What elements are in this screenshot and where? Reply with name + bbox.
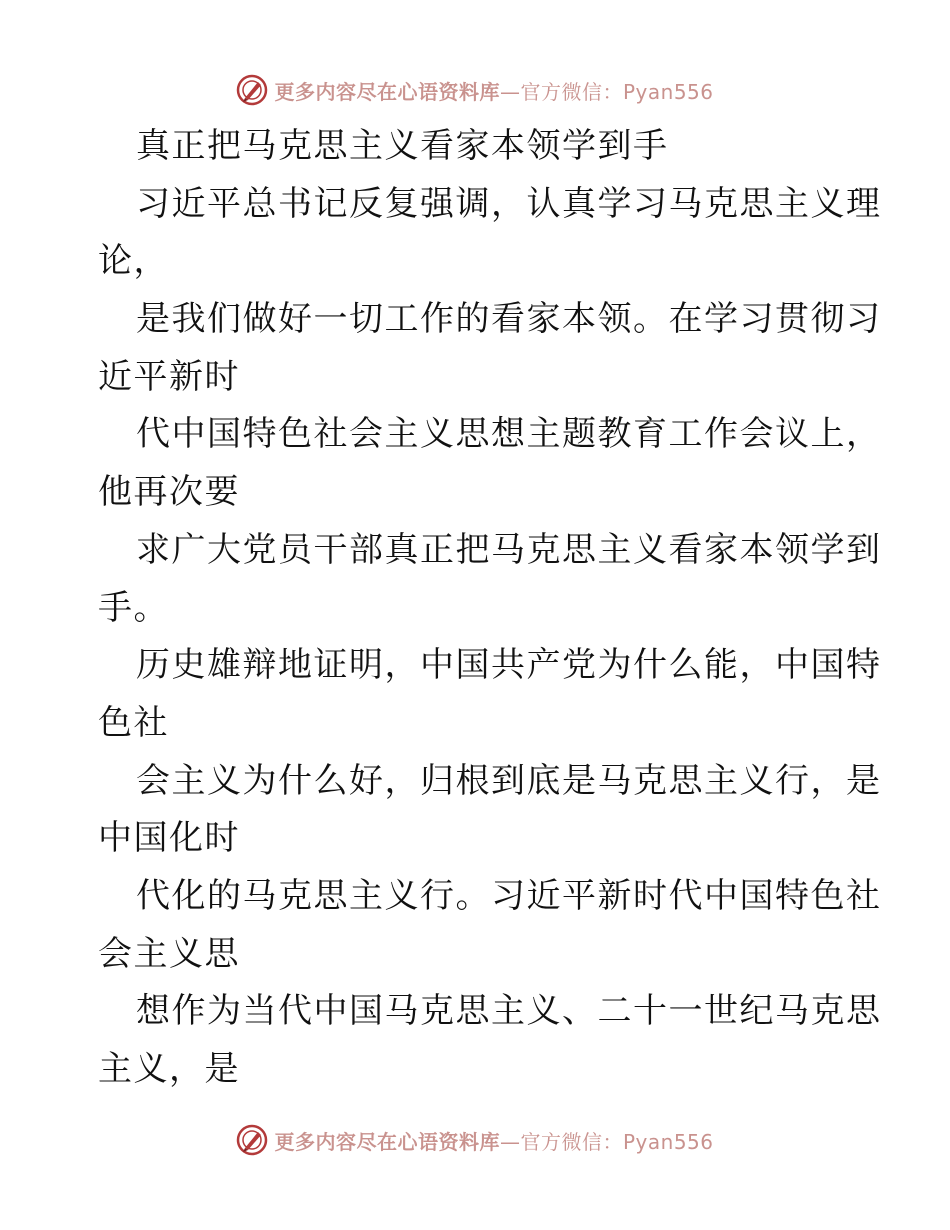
text-line: 代中国特色社会主义思想主题教育工作会议上， (136, 414, 882, 455)
watermark-text (274, 1126, 713, 1155)
text-line: 中国化时 (98, 818, 240, 859)
text-line: 主义，是 (98, 1049, 240, 1089)
pen-logo-icon (236, 74, 268, 106)
text-line: 他再次要 (98, 472, 240, 513)
text-line: 真正把马克思主义看家本领学到手 (136, 126, 669, 166)
text-line: 色社 (98, 702, 169, 743)
footer-watermark (0, 1120, 950, 1160)
text-line: 是我们做好一切工作的看家本领。在学习贯彻习 (136, 299, 882, 340)
text-line: 习近平总书记反复强调，认真学习马克思主义理 (136, 183, 882, 224)
document-body (98, 118, 882, 1099)
watermark-dash: — (499, 79, 521, 104)
watermark-brand: 更多内容尽在心语资料库 (274, 1129, 500, 1154)
text-line: 求广大党员干部真正把马克思主义看家本领学到 (136, 529, 882, 570)
watermark-wechat-label: 官方微信： (520, 79, 623, 104)
watermark-brand: 更多内容尽在心语资料库 (274, 79, 500, 104)
text-line: 历史雄辩地证明，中国共产党为什么能，中国特 (136, 645, 882, 686)
text-line: 想作为当代中国马克思主义、二十一世纪马克思 (136, 991, 882, 1032)
text-line: 代化的马克思主义行。习近平新时代中国特色社 (136, 875, 882, 916)
header-watermark (0, 70, 950, 110)
watermark-dash: — (499, 1129, 521, 1154)
text-line: 会主义思 (98, 933, 240, 974)
text-line: 手。 (98, 587, 169, 628)
watermark-wechat-id: Pyan556 (622, 79, 714, 104)
text-line: 论， (98, 241, 169, 282)
watermark-wechat-label: 官方微信： (520, 1129, 623, 1154)
watermark-wechat-id: Pyan556 (622, 1129, 714, 1154)
text-line: 近平新时 (98, 356, 240, 397)
pen-logo-icon (236, 1124, 268, 1156)
text-line: 会主义为什么好，归根到底是马克思主义行，是 (136, 760, 882, 801)
watermark-text (274, 76, 713, 105)
